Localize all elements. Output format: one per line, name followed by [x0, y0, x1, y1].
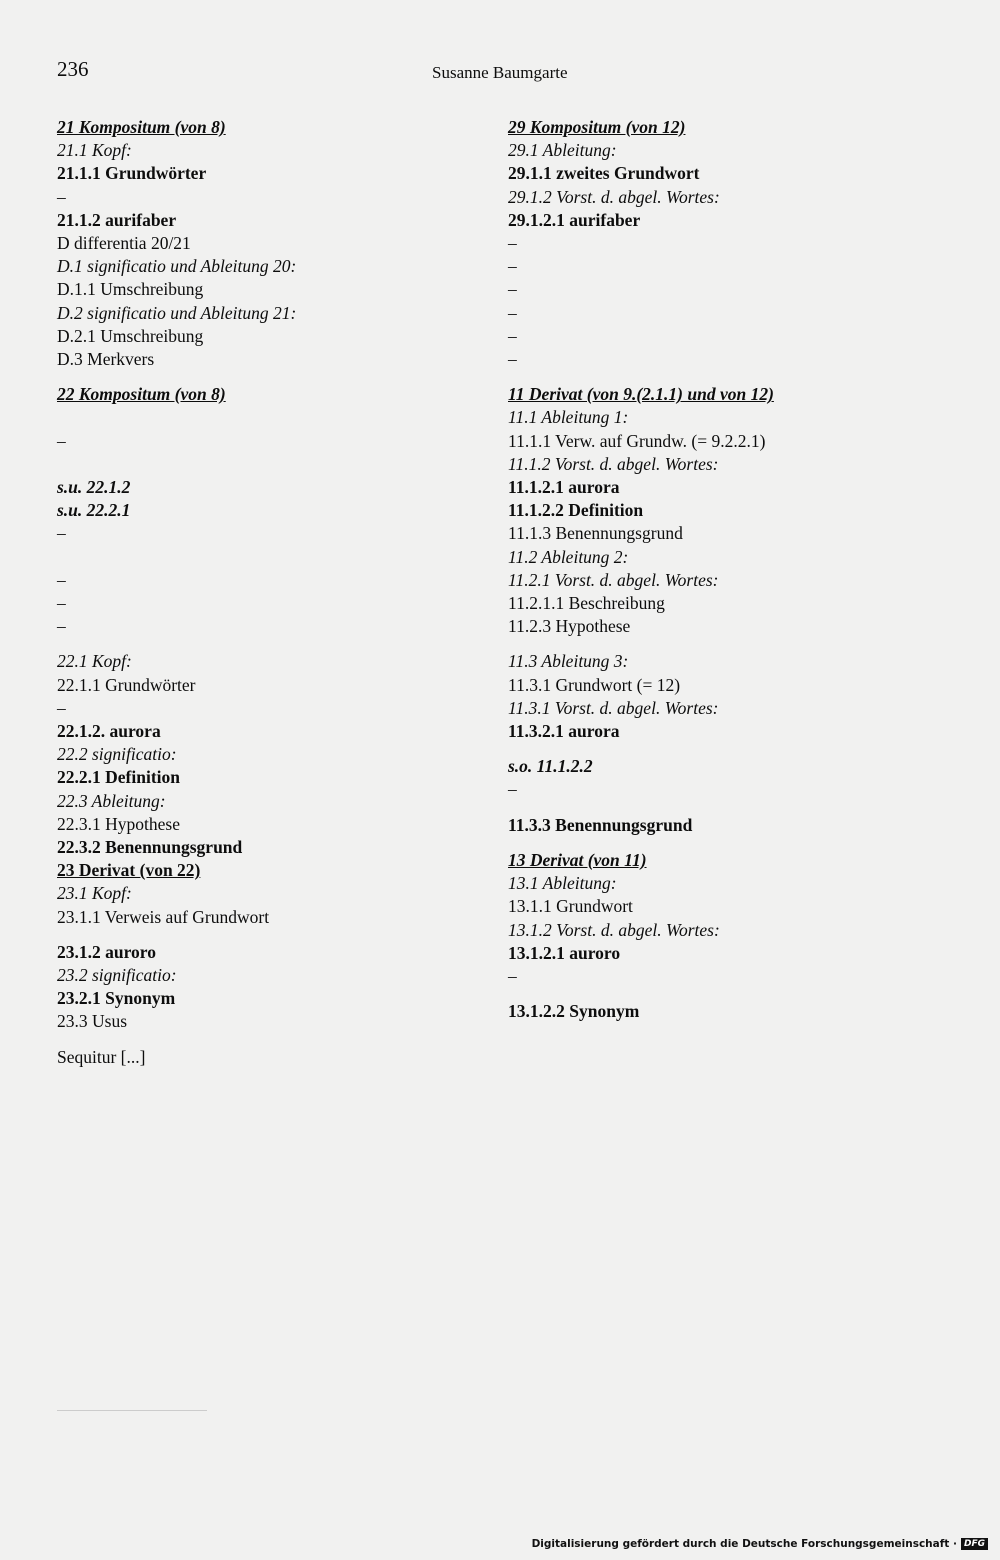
entry-line: 23.3 Usus	[57, 1011, 128, 1032]
entry-line: 23.1.2 auroro	[57, 941, 157, 962]
entry-line: 11.2.1 Vorst. d. abgel. Wortes:	[508, 569, 719, 590]
spacer	[57, 546, 497, 569]
entry-line: 22.1.1 Grundwörter	[57, 674, 196, 695]
entry-line: –	[508, 779, 517, 800]
entry-line: –	[57, 430, 66, 451]
entry-heading: 13 Derivat (von 11)	[508, 849, 647, 870]
entry-line: s.o. 11.1.2.2	[508, 756, 593, 777]
entry-line: 22.1.2. aurora	[57, 721, 161, 742]
spacer	[57, 929, 497, 941]
entry-line: 29.1.1 zweites Grundwort	[508, 163, 700, 184]
entry-line: 13.1.2.2 Synonym	[508, 1001, 640, 1022]
entry-line: 22.3.1 Hypothese	[57, 813, 180, 834]
entry-line: 11.3 Ableitung 3:	[508, 651, 629, 672]
entry-line: –	[57, 616, 66, 637]
entry-line: 11.1.2.2 Definition	[508, 500, 644, 521]
entry-line: 13.1.2 Vorst. d. abgel. Wortes:	[508, 919, 720, 940]
entry-line: 11.2.3 Hypothese	[508, 616, 631, 637]
running-title: Susanne Baumgarte	[432, 63, 568, 82]
entry-line: D.2 significatio und Ableitung 21:	[57, 302, 297, 323]
entry-line: –	[508, 302, 517, 323]
entry-line: D differentia 20/21	[57, 233, 191, 254]
entry-line: D.1.1 Umschreibung	[57, 279, 204, 300]
entry-line: –	[57, 593, 66, 614]
entry-line: 11.1.1 Verw. auf Grundw. (= 9.2.2.1)	[508, 430, 766, 451]
digitization-credit	[532, 1538, 988, 1550]
entry-line: 21.1 Kopf:	[57, 140, 132, 161]
entry-line: 23.2 significatio:	[57, 965, 177, 986]
spacer	[57, 371, 497, 383]
page-header	[57, 57, 957, 87]
entry-line: –	[57, 186, 66, 207]
entry-line: –	[57, 697, 66, 718]
entry-line: 13.1.1 Grundwort	[508, 896, 633, 917]
entry-heading: 22 Kompositum (von 8)	[57, 384, 226, 405]
page-number: 236	[57, 57, 89, 81]
entry-line: 11.1.3 Benennungsgrund	[508, 523, 683, 544]
footnote-rule	[57, 1410, 207, 1411]
left-column	[57, 116, 497, 1069]
spacer	[508, 743, 958, 755]
entry-line: 11.1.2 Vorst. d. abgel. Wortes:	[508, 453, 719, 474]
entry-line: –	[508, 965, 517, 986]
spacer	[57, 406, 497, 429]
entry-line: 23.2.1 Synonym	[57, 988, 176, 1009]
entry-line: s.u. 22.2.1	[57, 500, 131, 521]
entry-line: 11.3.3 Benennungsgrund	[508, 814, 693, 835]
entry-line: 13.1.2.1 auroro	[508, 942, 621, 963]
entry-line: –	[508, 325, 517, 346]
entry-heading: 23 Derivat (von 22)	[57, 860, 201, 881]
entry-line: –	[508, 349, 517, 370]
spacer	[508, 638, 958, 650]
entry-line: 23.1.1 Verweis auf Grundwort	[57, 906, 270, 927]
entry-line: 29.1.2 Vorst. d. abgel. Wortes:	[508, 186, 720, 207]
entry-line: 22.3.2 Benennungsgrund	[57, 837, 243, 858]
entry-line: –	[508, 256, 517, 277]
entry-line: 22.1 Kopf:	[57, 651, 132, 672]
credit-text: Digitalisierung gefördert durch die Deutsche Forschungsgemeinschaft ·	[531, 1538, 957, 1550]
entry-line: –	[57, 523, 66, 544]
entry-line: –	[57, 569, 66, 590]
spacer	[508, 837, 958, 849]
entry-line: 11.1.2.1 aurora	[508, 477, 620, 498]
entry-heading: 21 Kompositum (von 8)	[57, 117, 226, 137]
entry-line: 11.3.1 Vorst. d. abgel. Wortes:	[508, 697, 719, 718]
entry-heading: 29 Kompositum (von 12)	[508, 117, 686, 137]
entry-line: 11.2.1.1 Beschreibung	[508, 593, 665, 614]
entry-line: –	[508, 279, 517, 300]
spacer	[508, 371, 958, 383]
spacer	[508, 988, 958, 1000]
entry-line: –	[508, 233, 517, 254]
spacer	[57, 1034, 497, 1046]
spacer	[508, 802, 958, 814]
spacer	[57, 453, 497, 476]
dfg-logo: DFG	[961, 1538, 988, 1550]
spacer	[57, 638, 497, 650]
entry-line: 22.2 significatio:	[57, 744, 177, 765]
entry-line: 22.2.1 Definition	[57, 767, 180, 788]
entry-line: 11.1 Ableitung 1:	[508, 407, 629, 428]
entry-heading: 11 Derivat (von 9.(2.1.1) und von 12)	[508, 384, 774, 405]
entry-line: D.3 Merkvers	[57, 349, 155, 370]
entry-line: 29.1.2.1 aurifaber	[508, 209, 641, 230]
entry-line: D.1 significatio und Ableitung 20:	[57, 256, 297, 277]
right-column	[508, 116, 958, 1023]
entry-line: 21.1.2 aurifaber	[57, 209, 177, 230]
entry-line: 21.1.1 Grundwörter	[57, 163, 207, 184]
entry-line: 11.3.2.1 aurora	[508, 721, 620, 742]
entry-line: Sequitur [...]	[57, 1046, 146, 1067]
entry-line: 11.3.1 Grundwort (= 12)	[508, 674, 681, 695]
entry-line: 23.1 Kopf:	[57, 883, 132, 904]
entry-line: 11.2 Ableitung 2:	[508, 546, 629, 567]
entry-line: s.u. 22.1.2	[57, 477, 131, 498]
entry-line: 22.3 Ableitung:	[57, 790, 166, 811]
entry-line: D.2.1 Umschreibung	[57, 325, 204, 346]
entry-line: 13.1 Ableitung:	[508, 873, 617, 894]
entry-line: 29.1 Ableitung:	[508, 140, 617, 161]
